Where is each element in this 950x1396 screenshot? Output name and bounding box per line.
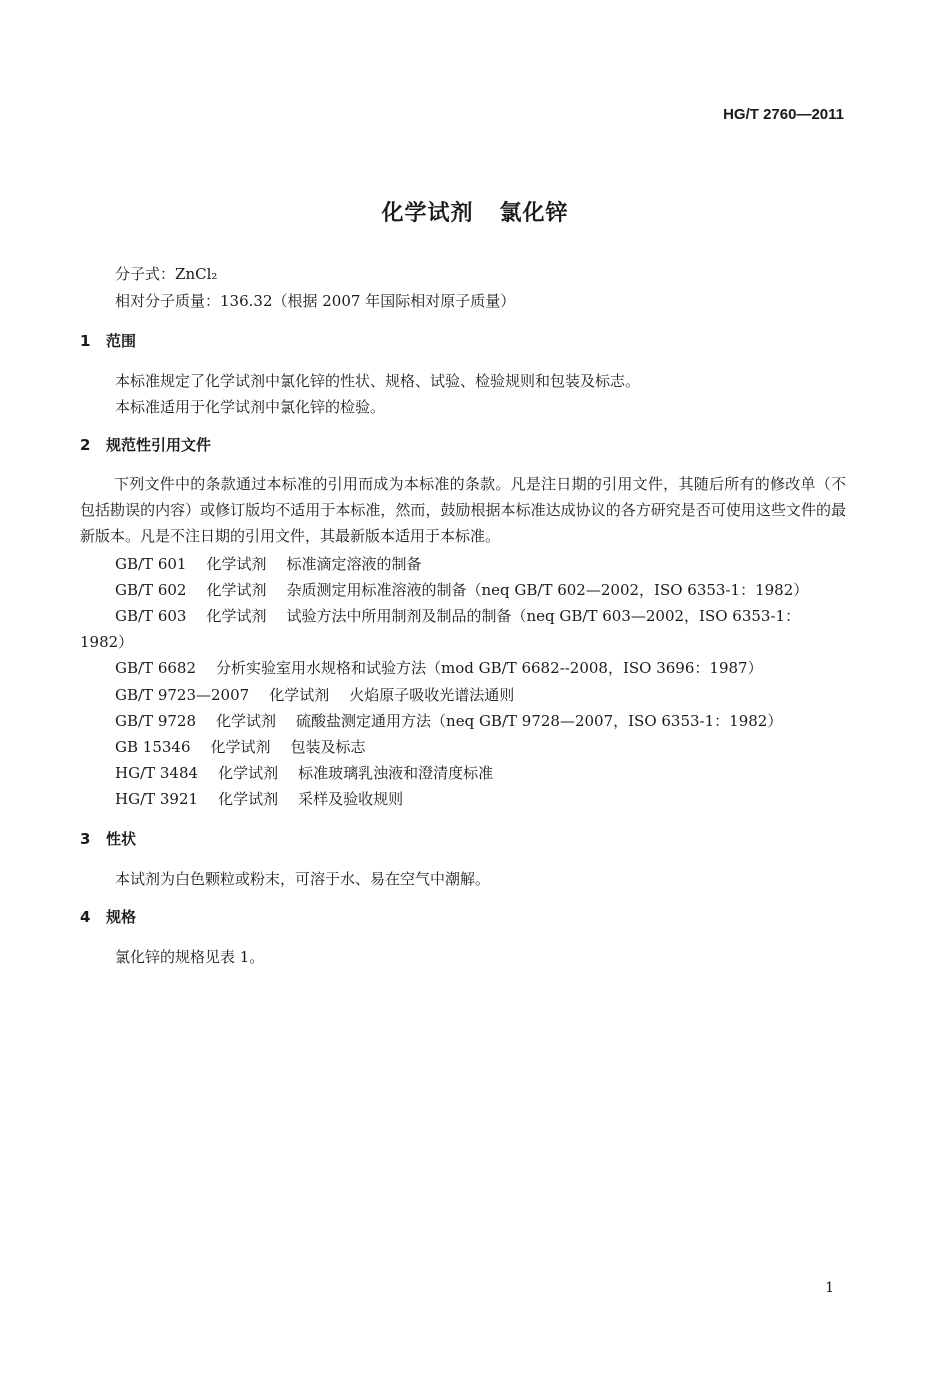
section-number: 1	[80, 332, 91, 350]
reference-item-continuation: 1982）	[80, 633, 134, 651]
section-2-intro: 下列文件中的条款通过本标准的引用而成为本标准的条款。凡是注日期的引用文件，其随后所有的修改单（不包括勘误的内容）或修订版均不适用于本标准，然而，鼓励根据本标准达成协议的各方研究是否可使用这些文件的最新版本。凡是不注日期的引用文件，其最新版本适用于本标准。	[80, 475, 846, 545]
ref-code: GB/T 603	[115, 607, 187, 625]
reference-item	[115, 657, 763, 678]
title-part-2: 氯化锌	[499, 201, 569, 226]
section-number: 3	[80, 830, 91, 848]
ref-category: 化学试剂	[206, 607, 267, 625]
ref-code: GB/T 9723—2007	[115, 686, 250, 704]
ref-category: 化学试剂	[216, 712, 277, 730]
section-title: 性状	[106, 830, 137, 848]
ref-code: HG/T 3921	[115, 790, 199, 808]
ref-title: 硫酸盐测定通用方法（neq GB/T 9728—2007，ISO 6353-1：1982）	[296, 712, 783, 730]
ref-category: 化学试剂	[218, 764, 279, 782]
section-title: 规格	[106, 908, 137, 926]
reference-item	[115, 710, 782, 731]
ref-category: 化学试剂	[210, 738, 271, 756]
ref-category: 化学试剂	[206, 581, 267, 599]
reference-item	[115, 684, 514, 705]
section-number: 4	[80, 908, 91, 926]
ref-category: 化学试剂	[206, 555, 267, 573]
section-title: 范围	[106, 332, 137, 350]
reference-item	[115, 605, 800, 626]
ref-title: 包装及标志	[290, 738, 366, 756]
reference-item	[115, 788, 403, 809]
molecular-mass: 相对分子质量：136.32（根据 2007 年国际相对原子质量）	[115, 292, 516, 310]
section-4-heading	[80, 906, 136, 927]
section-1-heading	[80, 330, 136, 351]
document-title	[0, 196, 950, 227]
formula-label: 分子式：	[115, 265, 176, 283]
ref-code: GB/T 9728	[115, 712, 197, 730]
ref-code: GB/T 602	[115, 581, 187, 599]
section-1-paragraph-1: 本标准规定了化学试剂中氯化锌的性状、规格、试验、检验规则和包装及标志。	[115, 372, 641, 390]
ref-title: 标准玻璃乳浊液和澄清度标准	[298, 764, 494, 782]
reference-item	[115, 736, 366, 757]
ref-code: GB/T 601	[115, 555, 187, 573]
ref-title: 标准滴定溶液的制备	[286, 555, 422, 573]
molecular-formula	[115, 263, 217, 284]
ref-title: 采样及验收规则	[298, 790, 404, 808]
ref-code: GB 15346	[115, 738, 191, 756]
section-1-paragraph-2: 本标准适用于化学试剂中氯化锌的检验。	[115, 398, 386, 416]
ref-title: 分析实验室用水规格和试验方法（mod GB/T 6682--2008，ISO 3696：1987）	[216, 659, 763, 677]
section-2-heading	[80, 434, 211, 455]
ref-code: HG/T 3484	[115, 764, 199, 782]
section-title: 规范性引用文件	[106, 436, 212, 454]
section-number: 2	[80, 436, 91, 454]
ref-code: GB/T 6682	[115, 659, 197, 677]
page-number: 1	[825, 1280, 834, 1296]
title-part-1: 化学试剂	[381, 201, 474, 226]
ref-title: 试验方法中所用制剂及制品的制备（neq GB/T 603—2002，ISO 6353-1：	[286, 607, 801, 625]
standard-code: HG/T 2760—2011	[723, 106, 844, 123]
ref-title: 杂质测定用标准溶液的制备（neq GB/T 602—2002，ISO 6353-1：1982）	[286, 581, 809, 599]
formula-value: ZnCl₂	[175, 265, 218, 283]
ref-category: 化学试剂	[269, 686, 330, 704]
section-3-heading	[80, 828, 136, 849]
reference-item	[115, 553, 422, 574]
section-3-paragraph: 本试剂为白色颗粒或粉末，可溶于水、易在空气中潮解。	[115, 870, 491, 888]
ref-category: 化学试剂	[218, 790, 279, 808]
reference-item	[115, 762, 493, 783]
section-4-paragraph: 氯化锌的规格见表 1。	[115, 948, 265, 966]
reference-item	[115, 579, 808, 600]
ref-title: 火焰原子吸收光谱法通则	[349, 686, 515, 704]
